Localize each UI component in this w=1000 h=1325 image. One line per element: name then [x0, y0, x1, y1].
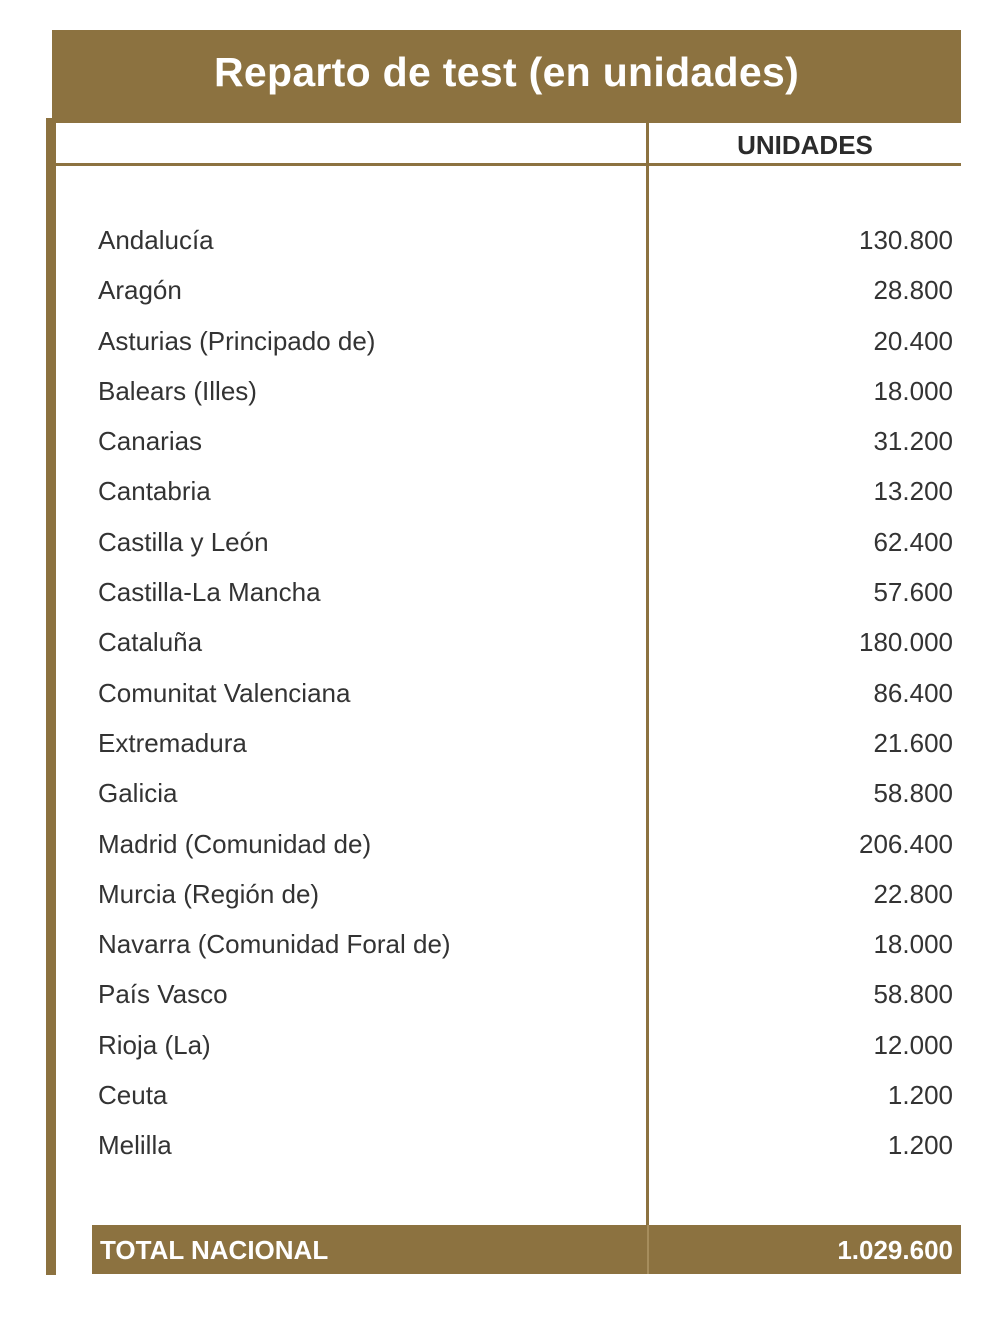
- region-name: Castilla y León: [98, 526, 269, 557]
- region-name: Murcia (Región de): [98, 878, 320, 909]
- region-units: 130.800: [859, 225, 953, 255]
- region-name: Galicia: [98, 778, 178, 809]
- region-name: Canarias: [98, 426, 203, 457]
- table-title: Reparto de test (en unidades): [213, 49, 800, 95]
- table-row: [0, 370, 1000, 420]
- region-units: 1.200: [887, 1130, 953, 1161]
- table-row: [0, 772, 1000, 822]
- table-row: [0, 823, 1000, 873]
- region-name: Rioja (La): [98, 1029, 211, 1060]
- table-row: [0, 470, 1000, 520]
- table-row: [0, 1074, 1000, 1124]
- region-units: 28.800: [873, 275, 953, 306]
- region-name: Castilla-La Mancha: [98, 577, 321, 608]
- region-name: Extremadura: [98, 727, 247, 758]
- table-row: [0, 973, 1000, 1023]
- total-row: [92, 1225, 961, 1274]
- region-units: 57.600: [873, 577, 953, 608]
- table-row: [0, 571, 1000, 621]
- region-units: 18.000: [873, 929, 953, 960]
- region-units: 180.000: [859, 627, 953, 658]
- table-row: [0, 219, 1000, 269]
- region-units: 86.400: [873, 677, 953, 708]
- table-row: [0, 923, 1000, 973]
- table-row: [0, 521, 1000, 571]
- region-name: Cantabria: [98, 476, 211, 507]
- region-name: Aragón: [98, 275, 182, 306]
- region-name: País Vasco: [98, 979, 228, 1010]
- table-row: [0, 722, 1000, 772]
- total-separator: [647, 1225, 649, 1274]
- region-name: Comunitat Valenciana: [98, 677, 351, 708]
- region-name: Balears (Illes): [98, 375, 257, 406]
- table-row: [0, 672, 1000, 722]
- total-value: 1.029.600: [837, 1235, 953, 1265]
- region-name: Melilla: [98, 1130, 172, 1161]
- table-row: [0, 320, 1000, 370]
- region-units: 58.800: [873, 778, 953, 809]
- region-name: Ceuta: [98, 1080, 168, 1111]
- region-units: 12.000: [873, 1029, 953, 1060]
- region-units: 22.800: [873, 878, 953, 909]
- table-row: [0, 269, 1000, 319]
- region-units: 20.400: [873, 325, 953, 356]
- region-units: 62.400: [873, 526, 953, 557]
- header-underline: [56, 163, 961, 166]
- table-row: [0, 873, 1000, 923]
- region-name: Madrid (Comunidad de): [98, 828, 372, 859]
- region-units: 18.000: [873, 375, 953, 406]
- region-units: 206.400: [859, 828, 953, 859]
- region-units: 21.600: [873, 727, 953, 758]
- total-label: TOTAL NACIONAL: [100, 1235, 329, 1265]
- region-name: Asturias (Principado de): [98, 325, 376, 356]
- table-row: [0, 621, 1000, 671]
- table-title-bar: [52, 30, 961, 123]
- region-name: Cataluña: [98, 627, 203, 658]
- region-units: 13.200: [873, 476, 953, 507]
- region-table-body: [0, 219, 1000, 1175]
- region-name: Navarra (Comunidad Foral de): [98, 929, 451, 960]
- column-header-unidades: UNIDADES: [737, 130, 873, 160]
- region-units: 31.200: [873, 426, 953, 457]
- region-units: 1.200: [887, 1080, 953, 1111]
- table-row: [0, 1124, 1000, 1174]
- table-row: [0, 1024, 1000, 1074]
- region-name: Andalucía: [98, 225, 214, 255]
- table-row: [0, 420, 1000, 470]
- region-units: 58.800: [873, 979, 953, 1010]
